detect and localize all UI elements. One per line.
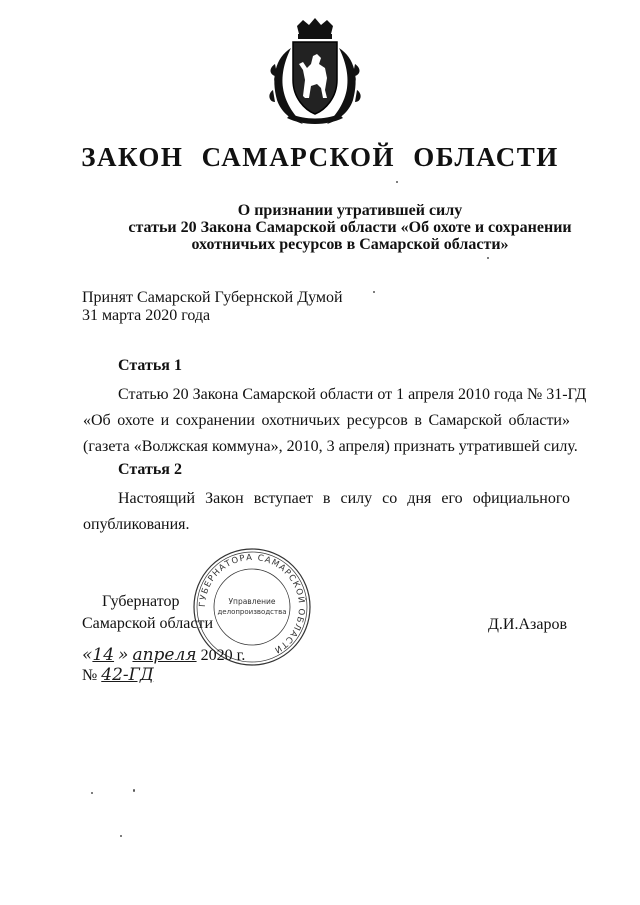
article-2-line: Настоящий Закон вступает в силу со дня его официального: [118, 490, 570, 507]
date-year: 2020 г.: [200, 647, 246, 664]
governor-block: [82, 591, 213, 635]
article-1-text: [83, 382, 587, 460]
adopted-by: Принят Самарской Губернской Думой: [82, 289, 343, 306]
adoption-note: [82, 289, 343, 325]
scan-speck: [91, 792, 93, 794]
signer-position: Губернатор: [102, 593, 180, 610]
article-2-line: опубликования.: [83, 516, 190, 533]
adopted-date: 31 марта 2020 года: [82, 307, 211, 324]
scan-speck: [487, 257, 489, 259]
signer-region: Самарской области: [82, 615, 213, 632]
date-day: 14: [92, 645, 115, 665]
coat-of-arms-icon: [267, 18, 363, 128]
signer-name: Д.И.Азаров: [488, 616, 567, 633]
law-title: ЗАКОН САМАРСКОЙ ОБЛАСТИ: [81, 142, 559, 172]
signing-date: [82, 645, 245, 665]
article-1-heading: Статья 1: [118, 357, 182, 374]
subject-line: охотничьих ресурсов в Самарской области»: [191, 236, 509, 253]
article-1-line: (газета «Волжская коммуна», 2010, 3 апреля) признать утратившей силу.: [83, 438, 578, 455]
article-1-line: Статью 20 Закона Самарской области от 1 апреля 2010 года № 31-ГД: [118, 386, 587, 403]
number-prefix: №: [82, 667, 98, 684]
scan-speck: [396, 181, 398, 183]
stamp-center-line: Управление: [228, 597, 276, 606]
subject-line: О признании утратившей силу: [237, 202, 463, 219]
scan-speck: [133, 789, 135, 792]
subject-line: статьи 20 Закона Самарской области «Об охоте и сохранении: [128, 219, 572, 236]
date-month: апреля: [132, 645, 197, 665]
article-2-text: [83, 486, 570, 538]
scan-speck: [373, 291, 375, 293]
article-2-heading: Статья 2: [118, 461, 182, 478]
scan-speck: [120, 835, 122, 837]
number-value: 42-ГД: [101, 665, 154, 685]
article-1-line: «Об охоте и сохранении охотничьих ресурсов в Самарской области»: [83, 412, 570, 429]
stamp-ring-text: ГУБЕРНАТОРА САМАРСКОЙ ОБЛАСТИ: [197, 552, 307, 656]
stamp-center-line: делопроизводства: [217, 608, 287, 616]
date-open-quote: «: [82, 645, 93, 665]
date-close-quote: »: [118, 645, 129, 665]
law-subject: [60, 202, 640, 253]
law-number: [82, 665, 154, 685]
